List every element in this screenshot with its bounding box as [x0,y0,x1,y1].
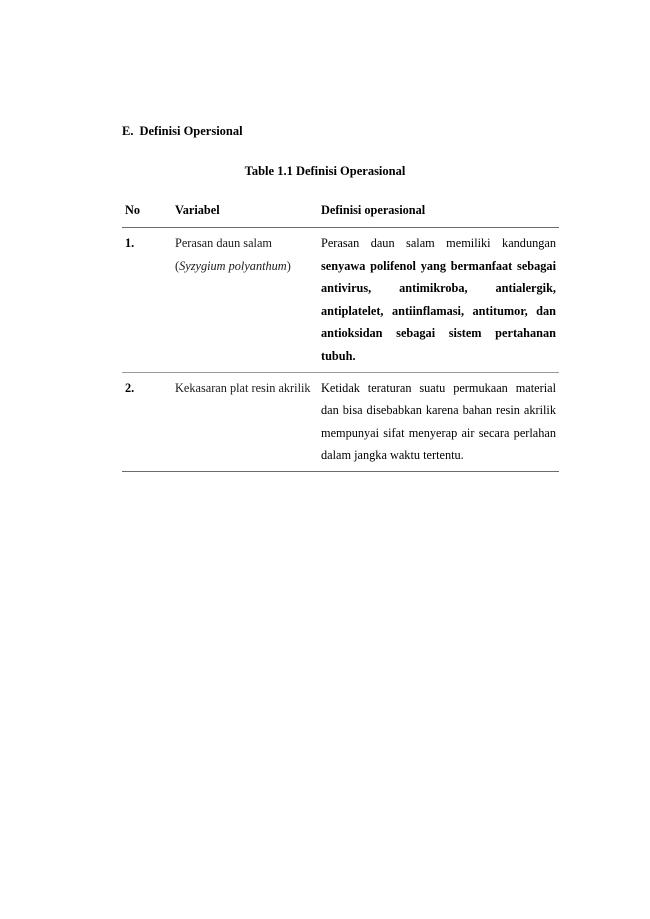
variable-paren-close: ) [286,258,291,273]
section-title: Definisi Opersional [139,124,243,138]
row-number: 1. [122,228,172,373]
definition-bold-text: senyawa polifenol yang bermanfaat sebagai antivirus, antimikroba, antialergik, antiplatelet, antiinflamasi, antitumor, dan antioksidan sebagai sistem pertahanan tubuh. [321,258,556,363]
definition-cell [318,372,559,471]
table-caption: Table 1.1 Definisi Operasional [244,164,406,178]
definition-text: Ketidak teraturan suatu permukaan material dan bisa disebabkan karena bahan resin akrilik mempunyai sifat menyerap air secara perlahan dalam jangka waktu tertentu. [321,380,556,463]
table-row [122,228,559,373]
row-number: 2. [122,372,172,471]
variable-name: Kekasaran plat resin akrilik [175,380,311,395]
definition-table [122,196,559,472]
variable-paren-open: ( [175,258,180,273]
header-no: No [122,196,172,228]
variable-latin-name: Syzygium polyanthum [179,258,287,273]
definition-text: Perasan daun salam memiliki kandungan [321,236,556,250]
table-row [122,372,559,471]
variable-name: Perasan daun salam [175,236,272,250]
variable-cell [172,228,318,373]
section-heading [122,124,243,139]
table-header-row [122,196,559,228]
header-variable: Variabel [172,196,318,228]
header-definition: Definisi operasional [318,196,559,228]
section-letter: E. [122,124,134,138]
variable-cell [172,372,318,471]
definition-cell [318,228,559,373]
